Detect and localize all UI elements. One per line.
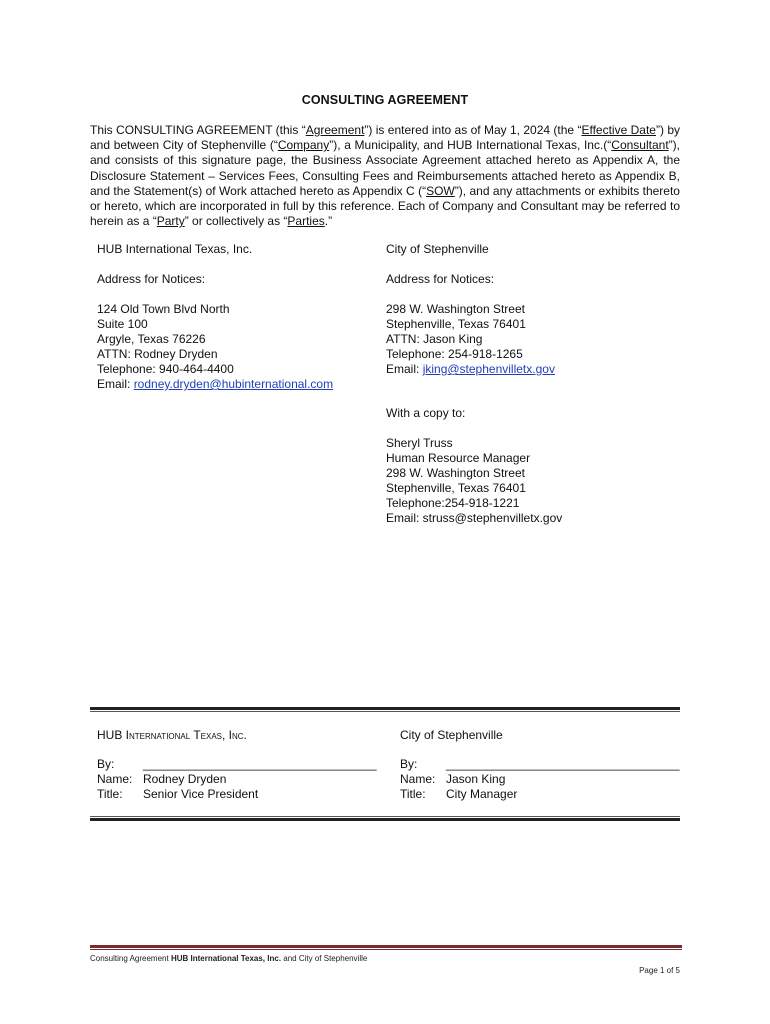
consultant-email-line: Email: rodney.dryden@hubinternational.com (97, 377, 334, 391)
consultant-name: HUB International Texas, Inc. (97, 242, 253, 256)
consultant-notices-label: Address for Notices: (97, 272, 206, 286)
consultant-signature-line[interactable]: ___________________________________ (143, 757, 377, 771)
consultant-street: 124 Old Town Blvd North (97, 302, 230, 316)
copy-title: Human Resource Manager (386, 451, 531, 465)
page-number: Page 1 of 5 (639, 966, 680, 975)
company-phone: Telephone: 254-918-1265 (386, 347, 523, 361)
consultant-email-link[interactable]: rodney.dryden@hubinternational.com (133, 377, 334, 391)
company-signer-name: Jason King (446, 772, 506, 786)
consultant-signer-title: Senior Vice President (143, 787, 259, 801)
signature-top-rule (90, 707, 680, 710)
intro-paragraph: This CONSULTING AGREEMENT (this “Agreement”) is entered into as of May 1, 2024 (the “Effective Date”) by and between City of Stephenville (“Company”), a Municipality, and HUB International Texas, Inc.(“Consultant”), and consists of this signature page, the Business Associate Agreement attached hereto as Appendix A, the Disclosure Statement – Services Fees, Consulting Fees and Reimbursements attached hereto as Appendix B, and the Statement(s) of Work attached hereto as Appendix C (“SOW”), and any attachments or exhibits thereto or hereto, which are incorporated in full by this reference. Each of Company and Consultant may be referred to herein as a “Party” or collectively as “Parties.” (90, 123, 680, 229)
page-title: CONSULTING AGREEMENT (301, 93, 469, 107)
copy-city: Stephenville, Texas 76401 (386, 481, 526, 495)
footer-rule (90, 945, 682, 948)
signature-company-name: City of Stephenville (400, 728, 503, 742)
term-company: Company (277, 138, 330, 153)
company-address (386, 302, 686, 377)
company-signer-title: City Manager (446, 787, 518, 801)
consultant-city: Argyle, Texas 76226 (97, 332, 206, 346)
signature-consultant-company: HUB International Texas, Inc. (97, 728, 247, 742)
copy-to-label: With a copy to: (386, 406, 466, 420)
signature-bottom-rule (90, 818, 680, 821)
company-street: 298 W. Washington Street (386, 302, 525, 316)
company-email-link[interactable]: jking@stephenvilletx.gov (422, 362, 555, 376)
copy-street: 298 W. Washington Street (386, 466, 525, 480)
term-party: Party (156, 214, 185, 229)
company-email-line: Email: jking@stephenvilletx.gov (386, 362, 555, 376)
copy-phone: Telephone:254-918-1221 (386, 496, 520, 510)
signature-top-rule-thin (90, 711, 680, 712)
signature-bottom-rule-thin (90, 816, 680, 817)
consultant-suite: Suite 100 (97, 317, 148, 331)
term-consultant: Consultant (611, 138, 669, 153)
term-effective-date: Effective Date (581, 123, 656, 137)
company-name: City of Stephenville (386, 242, 489, 256)
company-signature-line[interactable]: ___________________________________ (446, 757, 680, 771)
company-attn: ATTN: Jason King (386, 332, 483, 346)
signature-block-company: By: ___________________________________ Name: Jason King Title: City Manager (400, 757, 680, 801)
term-agreement: Agreement (305, 123, 365, 137)
term-parties: Parties (287, 214, 325, 229)
company-notices-label: Address for Notices: (386, 272, 495, 286)
company-city: Stephenville, Texas 76401 (386, 317, 526, 331)
term-sow: SOW (426, 183, 455, 198)
consultant-phone: Telephone: 940-464-4400 (97, 362, 234, 376)
copy-to-address (386, 436, 686, 526)
consultant-signer-name: Rodney Dryden (143, 772, 227, 786)
consultant-attn: ATTN: Rodney Dryden (97, 347, 218, 361)
footer-text: Consulting Agreement HUB International Texas, Inc. and City of Stephenville (90, 954, 368, 963)
signature-block-consultant: By: ___________________________________ Name: Rodney Dryden Title: Senior Vice President (97, 757, 377, 801)
footer-rule-thin (90, 949, 682, 950)
copy-email: Email: struss@stephenvilletx.gov (386, 511, 563, 525)
copy-name: Sheryl Truss (386, 436, 453, 450)
consultant-address (97, 302, 377, 392)
